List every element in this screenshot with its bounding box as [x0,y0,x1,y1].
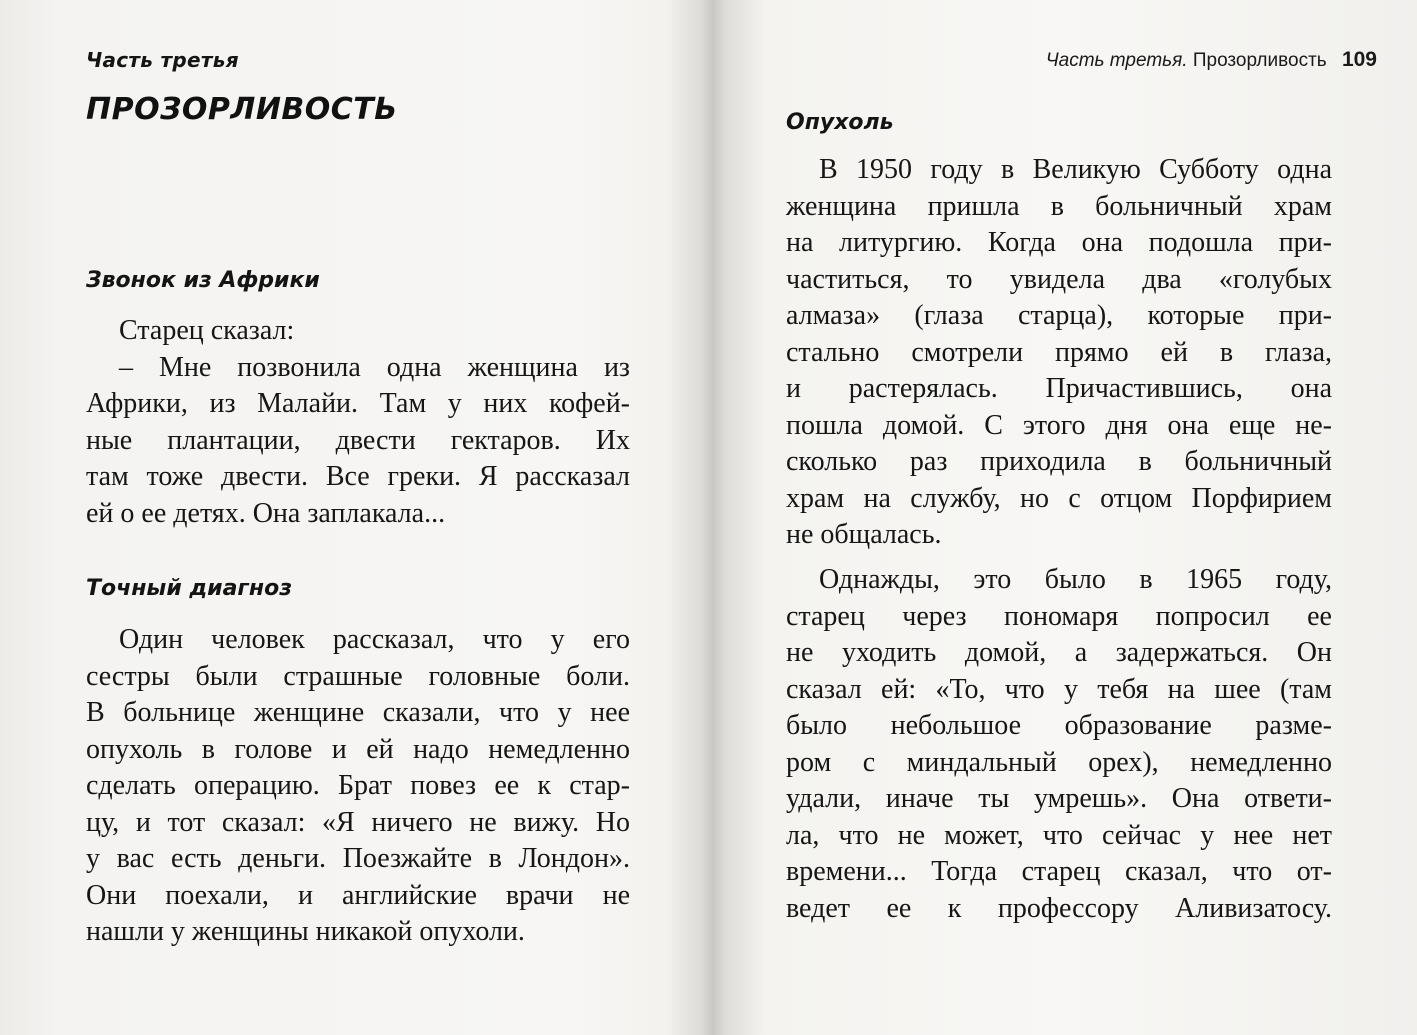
text-line: сказал ей: «То, что у тебя на шее (там [786,673,1332,705]
section-body-tumor-p2 [786,562,1332,927]
text-line: храм на службу, но с отцом Порфирием [786,482,1332,514]
text-line: Африки, из Малайи. Там у них кофей- [86,388,630,419]
page-title: ПРОЗОРЛИВОСТЬ [86,92,398,127]
text-line: – Мне позвонила одна женщина из [119,351,630,383]
text-line: частиться, то увидела два «голубых [786,263,1332,295]
text-line: времени... Тогда старец сказал, что от- [786,856,1332,887]
text-line: пошла домой. С этого дня она еще не- [786,409,1332,441]
text-line: ведет ее к профессору Аливизатосу. [786,892,1332,924]
text-line: Старец сказал: [119,315,295,346]
text-line: на литургию. Когда она подошла при- [786,227,1332,258]
text-line: ром с миндальный орех), немедленно [786,746,1332,778]
text-line: было небольшое образование разме- [786,710,1332,741]
running-head-right [1046,48,1377,72]
text-line: удали, иначе ты умрешь». Она ответи- [786,783,1332,814]
section-heading-tumor: Опухоль [786,110,894,135]
text-line: не общалась. [786,519,942,550]
section-heading-africa: Звонок из Африки [86,268,320,293]
text-line: старец через пономаря попросил ее [786,600,1332,632]
text-line: цу, и тот сказал: «Я ничего не вижу. Но [86,806,630,838]
text-line: у вас есть деньги. Поезжайте в Лондон». [86,843,630,874]
section-body-tumor-p1 [786,152,1332,554]
text-line: не уходить домой, а задержаться. Он [786,637,1332,668]
left-page [0,0,700,1035]
text-line: В больнице женщине сказали, что у нее [86,697,630,728]
section-body-diagnosis [86,622,630,951]
running-head-left: Часть третья [86,48,239,72]
right-page [712,0,1417,1035]
text-line: стально смотрели прямо ей в глаза, [786,336,1332,368]
text-line: и растерялась. Причастившись, она [786,373,1332,404]
section-heading-diagnosis: Точный диагноз [86,576,293,601]
text-line: сделать операцию. Брат повез ее к стар- [86,770,630,801]
text-line: ные плантации, двести гектаров. Их [86,424,630,456]
text-line: Один человек рассказал, что у его [119,624,630,655]
running-head-section: Часть третья. [1045,50,1188,71]
text-line: ла, что не может, что сейчас у нее нет [786,819,1332,851]
running-head-title: Прозорливость [1192,50,1327,71]
text-line: там тоже двести. Все греки. Я рассказал [86,461,630,492]
text-line: сестры были страшные головные боли. [86,660,630,692]
text-line: женщина пришла в больничный храм [786,190,1332,222]
text-line: опухоль в голове и ей надо немедленно [86,733,630,765]
page-number: 109 [1341,48,1377,71]
text-line: Они поехали, и английские врачи не [86,879,630,911]
text-line: Однажды, это было в 1965 году, [819,564,1332,595]
section-body-africa [86,313,630,532]
text-line: В 1950 году в Великую Субботу одна [819,154,1332,185]
text-line: ей о ее детях. Она заплакала... [86,497,446,529]
text-line: алмаза» (глаза старца), которые при- [786,300,1332,331]
text-line: нашли у женщины никакой опухоли. [86,916,525,947]
text-line: сколько раз приходила в больничный [786,446,1332,477]
